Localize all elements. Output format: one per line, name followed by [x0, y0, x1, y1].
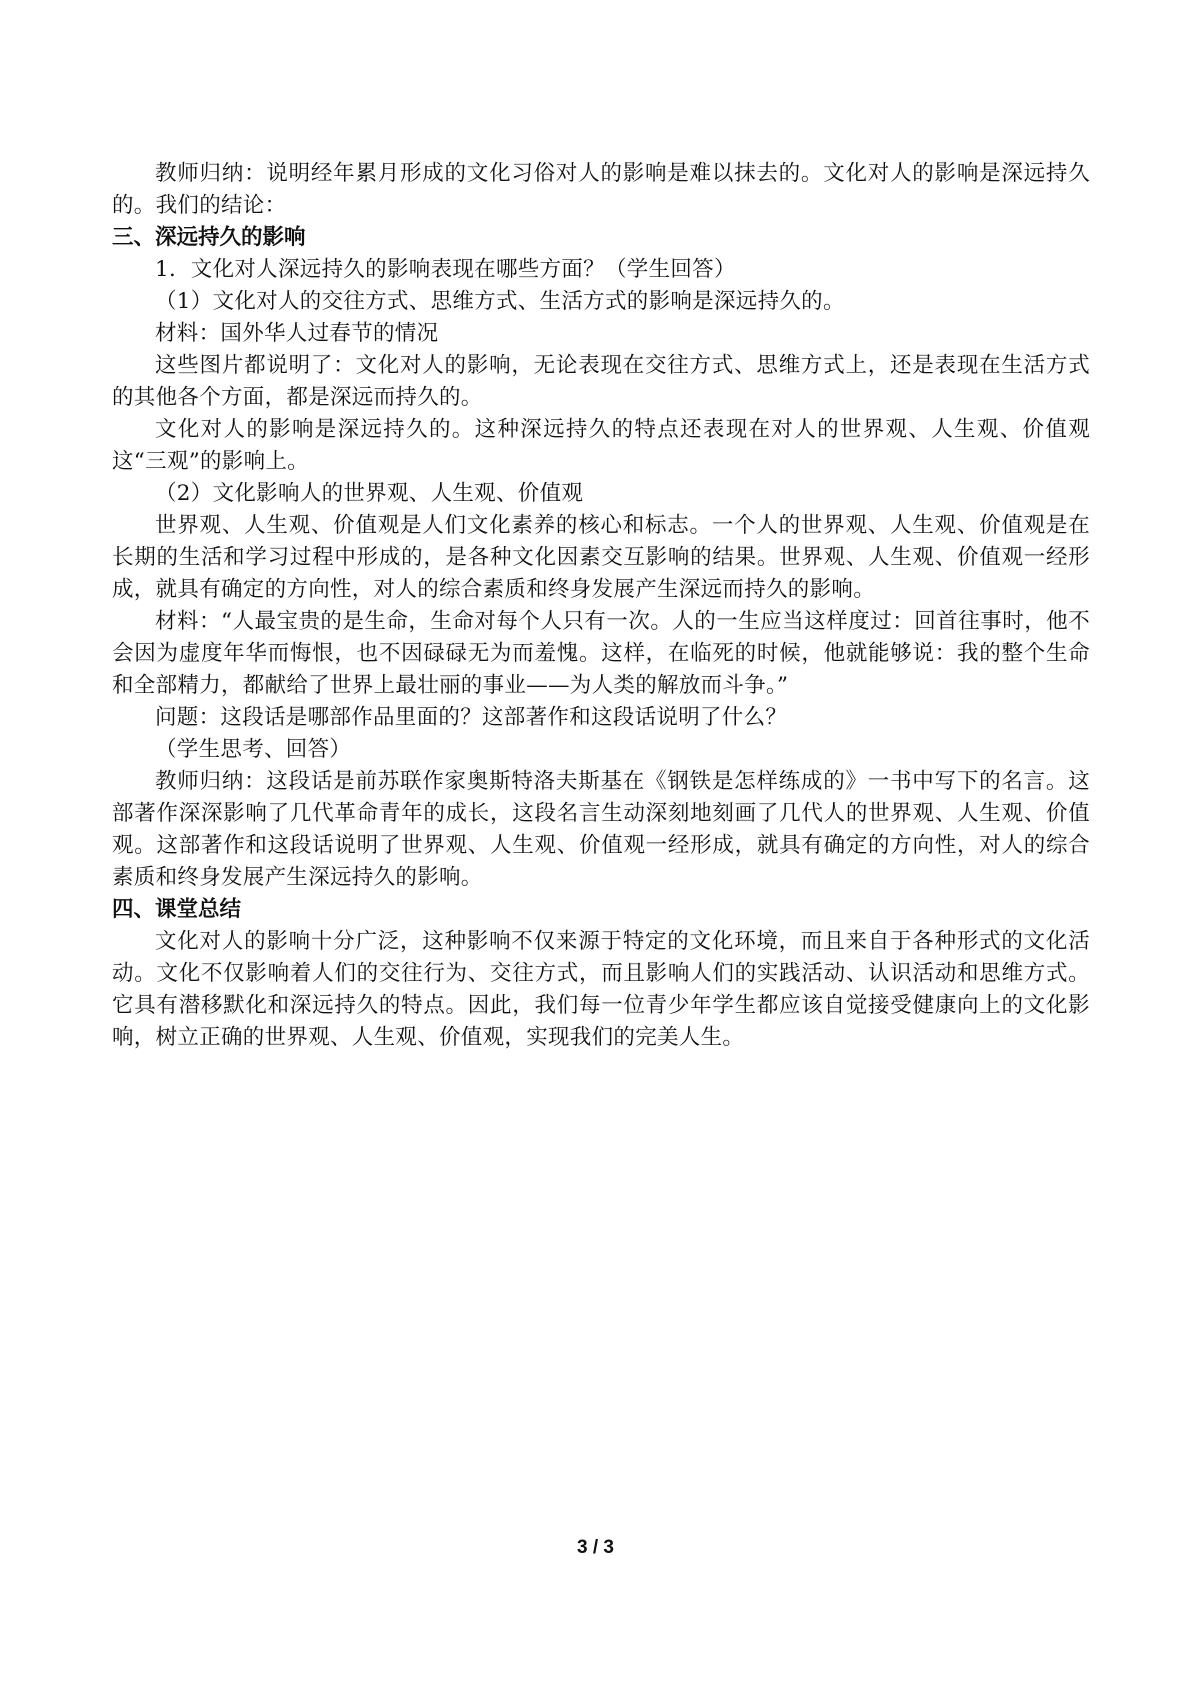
paragraph-student-answer: （学生思考、回答）: [155, 737, 352, 762]
paragraph-teacher-summary-1: 教师归纳：说明经年累月形成的文化习俗对人的影响是难以抹去的。文化对人的影响是深远持久的。我们的结论：: [112, 161, 1090, 218]
paragraph-explanation-2: 文化对人的影响是深远持久的。这种深远持久的特点还表现在对人的世界观、人生观、价值观这“三观”的影响上。: [112, 417, 1090, 474]
paragraph-question-2: 问题：这段话是哪部作品里面的？这部著作和这段话说明了什么？: [155, 705, 788, 730]
paragraph-material-quote: 材料：“人最宝贵的是生命，生命对每个人只有一次。人的一生应当这样度过：回首往事时，他不会因为虚度年华而悔恨，也不因碌碌无为而羞愧。这样，在临死的时候，他就能够说：我的整个生命和全部精力，都献给了世界上最壮丽的事业——为人类的解放而斗争。”: [112, 609, 1090, 698]
paragraph-point-1: （1）文化对人的交往方式、思维方式、生活方式的影响是深远持久的。: [155, 289, 845, 314]
paragraph-worldview: 世界观、人生观、价值观是人们文化素养的核心和标志。一个人的世界观、人生观、价值观是在长期的生活和学习过程中形成的，是各种文化因素交互影响的结果。世界观、人生观、价值观一经形成，就具有确定的方向性，对人的综合素质和终身发展产生深远而持久的影响。: [112, 513, 1090, 602]
paragraph-material-1: 材料：国外华人过春节的情况: [155, 321, 439, 346]
paragraph-class-summary: 文化对人的影响十分广泛，这种影响不仅来源于特定的文化环境，而且来自于各种形式的文化活动。文化不仅影响着人们的交往行为、交往方式，而且影响人们的实践活动、认识活动和思维方式。它具有潜移默化和深远持久的特点。因此，我们每一位青少年学生都应该自觉接受健康向上的文化影响，树立正确的世界观、人生观、价值观，实现我们的完美人生。: [112, 929, 1090, 1050]
section-heading-3: 三、深远持久的影响: [112, 225, 306, 250]
paragraph-question-1: 1．文化对人深远持久的影响表现在哪些方面？（学生回答）: [155, 257, 736, 282]
paragraph-explanation-1: 这些图片都说明了：文化对人的影响，无论表现在交往方式、思维方式上，还是表现在生活方式的其他各个方面，都是深远而持久的。: [112, 353, 1090, 410]
paragraph-teacher-summary-2: 教师归纳：这段话是前苏联作家奥斯特洛夫斯基在《钢铁是怎样练成的》一书中写下的名言。这部著作深深影响了几代革命青年的成长，这段名言生动深刻地刻画了几代人的世界观、人生观、价值观。这部著作和这段话说明了世界观、人生观、价值观一经形成，就具有确定的方向性，对人的综合素质和终身发展产生深远持久的影响。: [112, 769, 1090, 890]
page-number: 3 / 3: [577, 1537, 614, 1558]
paragraph-point-2: （2）文化影响人的世界观、人生观、价值观: [155, 481, 584, 506]
document-body: [112, 158, 1090, 1054]
section-heading-4: 四、课堂总结: [112, 897, 242, 922]
